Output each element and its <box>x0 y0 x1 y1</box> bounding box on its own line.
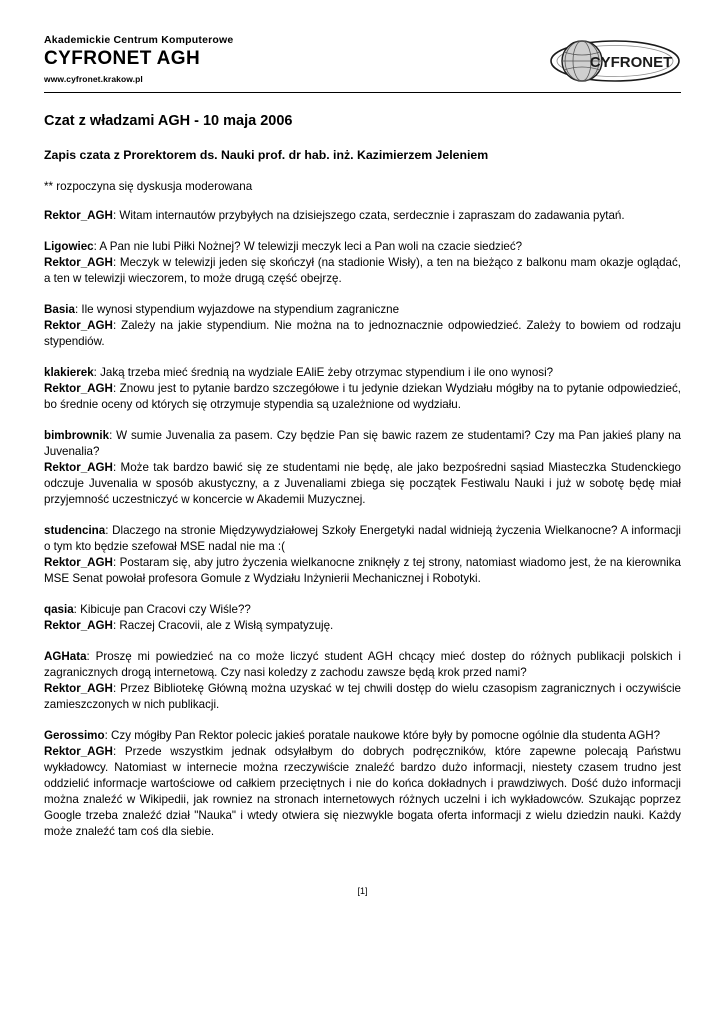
page-title: Czat z władzami AGH - 10 maja 2006 <box>44 113 293 129</box>
message-speaker: Gerossimo <box>44 728 105 742</box>
message-text: : A Pan nie lubi Piłki Nożnej? W telewizji meczyk leci a Pan woli na czacie siedzieć? <box>93 239 523 253</box>
message-text: : Proszę mi powiedzieć na co może liczyć student AGH chcący mieć dostep do różnych publikacji polskich i zagranicznych drogą internetową. Czy nasi koledzy z zachodu zawsze będą krok przed nami? <box>44 649 681 679</box>
moderation-note: ** rozpoczyna się dyskusja moderowana <box>44 180 253 193</box>
message-question <box>44 602 681 618</box>
message-text: : Meczyk w telewizji jeden się skończył (na stadionie Wisły), a ten na bieżąco z balkonu mam okazje oglądać, a ten w telewizji wieczorem, to może drugą część obejrzę. <box>44 255 681 285</box>
chat-message <box>44 649 681 713</box>
message-question <box>44 728 681 744</box>
message-speaker: Rektor_AGH <box>44 460 113 474</box>
message-speaker: Rektor_AGH <box>44 555 113 569</box>
message-text: : Kibicuje pan Cracovi czy Wiśle?? <box>73 602 251 616</box>
message-speaker: AGHata <box>44 649 87 663</box>
message-speaker: Rektor_AGH <box>44 255 113 269</box>
header-divider <box>44 92 681 93</box>
message-speaker: klakierek <box>44 365 94 379</box>
message-text: : Może tak bardzo bawić się ze studentami nie będę, ale jako bezpośredni sąsiad Miasteczka Studenckiego odczuje Juvenalia w sposób akustyczny, a z Juvenaliami zbiega się początek Festiwalu Nauki i już w sobotę będę miał przyjemność uczestniczyć w koncercie w Akademii Muzycznej. <box>44 460 681 506</box>
message-speaker: Rektor_AGH <box>44 381 113 395</box>
logo-wordmark: CYFRONET <box>589 54 673 71</box>
message-question <box>44 239 681 255</box>
chat-message <box>44 728 681 840</box>
message-speaker: Ligowiec <box>44 239 94 253</box>
chat-message <box>44 239 681 287</box>
message-question <box>44 302 681 318</box>
message-text: : Witam internautów przybyłych na dzisiejszego czata, serdecznie i zapraszam do zadawania pytań. <box>112 209 625 222</box>
organization-acronym: CYFRONET AGH <box>44 48 201 69</box>
document-subtitle: Zapis czata z Prorektorem ds. Nauki prof. dr hab. inż. Kazimierzem Jeleniem <box>44 148 489 162</box>
message-text: : Przez Bibliotekę Główną można uzyskać w tej chwili dostęp do wielu czasopism zagranicznych i oczywiście zamieszczonych w nich publikacji. <box>44 681 681 711</box>
page-number: [1] <box>357 885 368 896</box>
chat-message <box>44 602 681 634</box>
message-question <box>44 428 681 460</box>
message-text: : W sumie Juvenalia za pasem. Czy będzie Pan się bawic razem ze studentami? Czy ma Pan jakieś plany na Juvenalia? <box>44 428 681 458</box>
message-speaker: Rektor_AGH <box>44 318 113 332</box>
message-text: : Czy mógłby Pan Rektor polecic jakieś poratale naukowe które były by pomocne ogólnie dla studenta AGH? <box>104 728 661 742</box>
chat-message <box>44 428 681 508</box>
chat-message <box>44 365 681 413</box>
message-question <box>44 365 681 381</box>
message-text: : Znowu jest to pytanie bardzo szczegółowe i tu jedynie dziekan Wydziału mógłby na to pytanie odpowiedzieć, bo średnie oceny od których się otrzymuje stypendia są uzależnione od wydziału. <box>44 381 681 411</box>
cyfronet-logo-icon <box>549 34 681 88</box>
message-speaker: Rektor_AGH <box>44 209 113 222</box>
chat-message <box>44 302 681 350</box>
chat-message <box>44 208 681 224</box>
chat-message <box>44 523 681 587</box>
message-text: : Przede wszystkim jednak odsyłałbym do dobrych podręczników, które zapewne polecają Państwu wykładowcy. Natomiast w internecie można rzeczywiście znaleźć bardzo dużo informacji, niestety czasem trudno jest oddzielić informacje wartościowe od całkiem przeciętnych i nie do końca dokładnych i prawdziwych. Dość dużo informacji można znaleźć w Wikipedii, jak rowniez na stronach internetowych różnych uczelni i ich wykładowców. Szukając poprzez Google trzeba znaleźć dział "Nauka" i wtedy otwiera się niezwykle bogata oferta informacji z wielu dziedzin nauki. Każdy może znaleźć tam coś dla siebie. <box>44 744 681 838</box>
message-text: : Dlaczego na stronie Międzywydziałowej Szkoły Energetyki nadal widnieją życzenia Wielkanocne? A informacji o tym kto będzie szefował MSE nadal nie ma :( <box>44 523 681 553</box>
page-header <box>44 34 681 93</box>
organization-url: www.cyfronet.krakow.pl <box>44 74 143 84</box>
message-speaker: qasia <box>44 602 74 616</box>
message-speaker: bimbrownik <box>44 428 110 442</box>
message-question <box>44 649 681 681</box>
message-text: : Jaką trzeba mieć średnią na wydziale EAliE żeby otrzymac stypendium i ile ono wynosi? <box>93 365 554 379</box>
message-text: : Postaram się, aby jutro życzenia wielkanocne zniknęły z tej strony, natomiast wiadomo jest, że na kierownika MSE Senat powołał profesora Gomule z Wydziału Inżynierii Mechanicznej i Robotyki. <box>44 555 681 585</box>
message-text: : Raczej Cracovii, ale z Wisłą sympatyzuję. <box>112 618 334 632</box>
message-text: : Zależy na jakie stypendium. Nie można na to jednoznacznie odpowiedzieć. Zależy to bowiem od rodzaju stypendiów. <box>44 318 681 348</box>
organization-name: Akademickie Centrum Komputerowe <box>44 34 234 46</box>
message-speaker: Rektor_AGH <box>44 618 113 632</box>
message-question <box>44 523 681 555</box>
message-text: : Ile wynosi stypendium wyjazdowe na stypendium zagraniczne <box>74 302 400 316</box>
message-speaker: Basia <box>44 302 75 316</box>
message-speaker: Rektor_AGH <box>44 681 113 695</box>
message-speaker: studencina <box>44 523 106 537</box>
message-speaker: Rektor_AGH <box>44 744 113 758</box>
